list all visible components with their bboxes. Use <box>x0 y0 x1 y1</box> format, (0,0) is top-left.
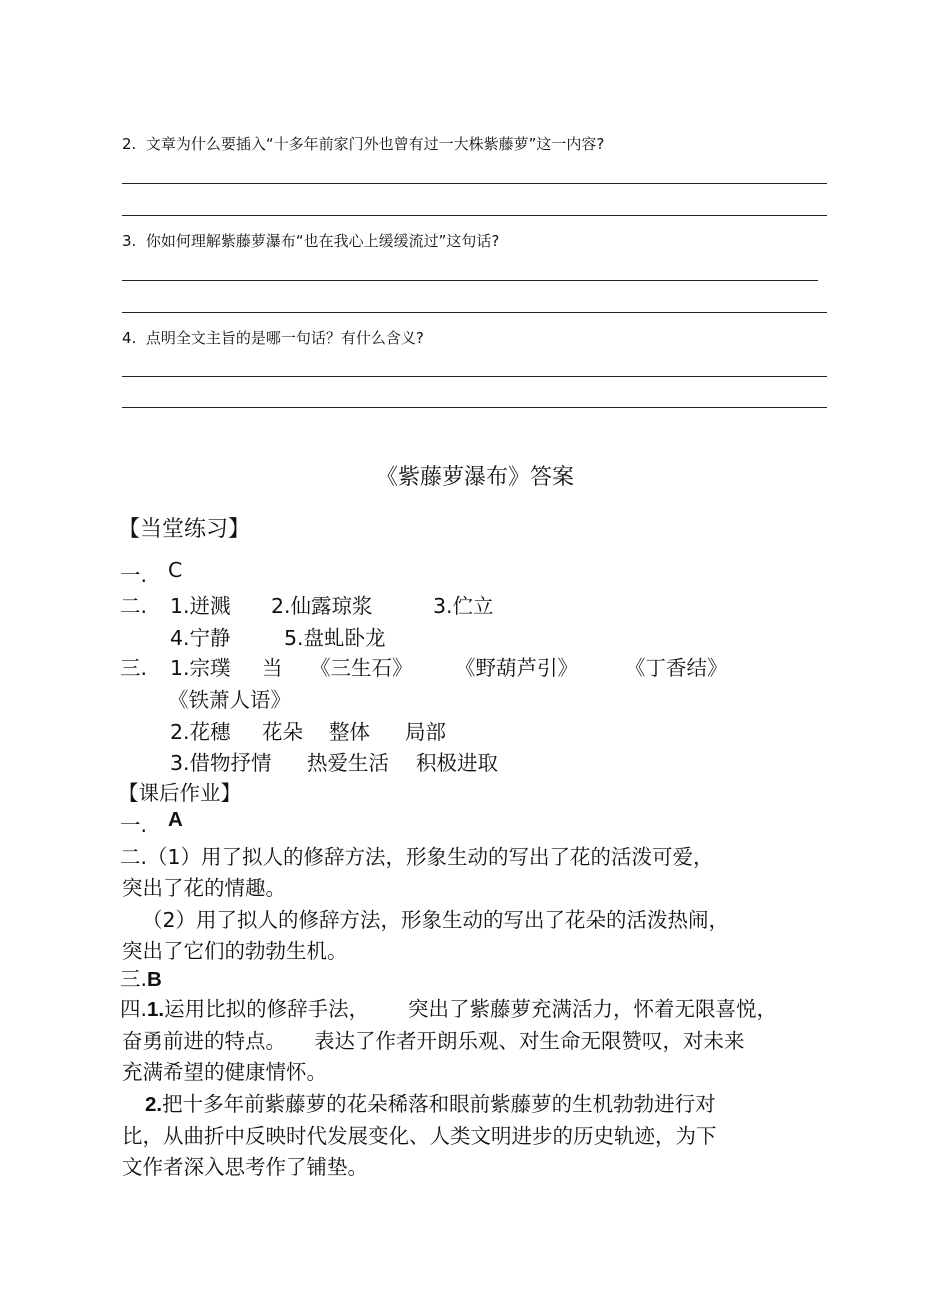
s1-three-item: 局部 <box>405 720 446 744</box>
s2-four-1-number: 1. <box>147 998 165 1021</box>
question-number: 2. <box>122 135 137 153</box>
s2-four-number: 四. <box>120 997 148 1021</box>
section-heading-practice: 【当堂练习】 <box>118 517 251 542</box>
s2-two-line: 二.（1）用了拟人的修辞方法，形象生动的写出了花的活泼可爱， <box>120 845 714 869</box>
s2-one-answer: A <box>168 808 183 831</box>
s1-three-item: 积极进取 <box>416 751 498 775</box>
answer-line <box>122 376 827 377</box>
question-3 <box>122 230 499 251</box>
s2-four-line: 充满希望的健康情怀。 <box>122 1060 327 1084</box>
s1-three-item: 整体 <box>329 720 370 744</box>
answer-line <box>122 312 827 313</box>
s1-three-item: 《铁萧人语》 <box>168 688 291 712</box>
s1-three-item: 热爱生活 <box>307 751 389 775</box>
s2-four-line: 表达了作者开朗乐观、对生命无限赞叹，对未来 <box>314 1029 745 1053</box>
answer-line <box>122 280 818 281</box>
answer-title: 《紫藤萝瀑布》答案 <box>375 465 574 490</box>
s2-two-line: （2）用了拟人的修辞方法，形象生动的写出了花朵的活泼热闹， <box>142 908 730 932</box>
s1-two-item: 3.伫立 <box>433 594 494 618</box>
s1-two-number: 二. <box>120 594 148 618</box>
s2-four-text: 把十多年前紫藤萝的花朵稀落和眼前紫藤萝的生机勃勃进行对 <box>162 1092 716 1116</box>
s2-four-line <box>145 1087 716 1117</box>
s2-four-text: 运用比拟的修辞手法， <box>164 997 370 1021</box>
question-number: 3. <box>122 232 137 250</box>
answer-line <box>122 183 827 184</box>
s1-three-item: 《丁香结》 <box>625 656 728 680</box>
s1-three-item: 当 <box>262 656 283 680</box>
s1-two-item: 4.宁静 <box>170 626 231 650</box>
question-text: 文章为什么要插入“十多年前家门外也曾有过一大株紫藤萝”这一内容? <box>145 135 605 153</box>
s1-one-answer: C <box>168 558 183 582</box>
s2-four-line: 文作者深入思考作了铺垫。 <box>122 1155 368 1179</box>
s1-three-item: 1.宗璞 <box>170 656 231 680</box>
question-number: 4. <box>122 329 137 347</box>
s2-three-number: 三. <box>120 967 148 991</box>
question-text: 你如何理解紫藤萝瀑布“也在我心上缓缓流过”这句话? <box>145 232 500 250</box>
s1-three-item: 花朵 <box>262 720 303 744</box>
s1-two-item: 2.仙露琼浆 <box>271 594 373 618</box>
question-2 <box>122 133 604 154</box>
s1-two-item: 5.盘虬卧龙 <box>284 626 386 650</box>
s1-three-number: 三. <box>120 656 148 680</box>
answer-line <box>122 215 827 216</box>
s2-two-line: 突出了花的情趣。 <box>122 876 286 900</box>
s2-four-line: 突出了紫藤萝充满活力，怀着无限喜悦， <box>408 997 777 1021</box>
s1-three-item: 3.借物抒情 <box>170 751 272 775</box>
s1-three-item: 《野葫芦引》 <box>455 656 578 680</box>
s2-four-line <box>120 992 369 1022</box>
s2-three <box>120 962 162 992</box>
answer-line <box>122 407 827 408</box>
s2-three-answer: B <box>147 968 162 991</box>
s1-three-item: 《三生石》 <box>310 656 413 680</box>
s1-one-number: 一. <box>120 563 148 587</box>
question-text: 点明全文主旨的是哪一句话？有什么含义? <box>145 329 424 347</box>
s2-four-2-number: 2. <box>145 1093 163 1116</box>
s2-two-line: 突出了它们的勃勃生机。 <box>122 939 348 963</box>
question-4 <box>122 327 424 348</box>
s1-two-item: 1.迸溅 <box>170 594 231 618</box>
section-heading-homework: 【课后作业】 <box>118 781 241 805</box>
s2-four-line: 奋勇前进的特点。 <box>122 1029 286 1053</box>
s1-three-item: 2.花穗 <box>170 720 231 744</box>
s2-four-line: 比，从曲折中反映时代发展变化、人类文明进步的历史轨迹，为下 <box>122 1124 717 1148</box>
s2-one-number: 一. <box>120 813 148 837</box>
